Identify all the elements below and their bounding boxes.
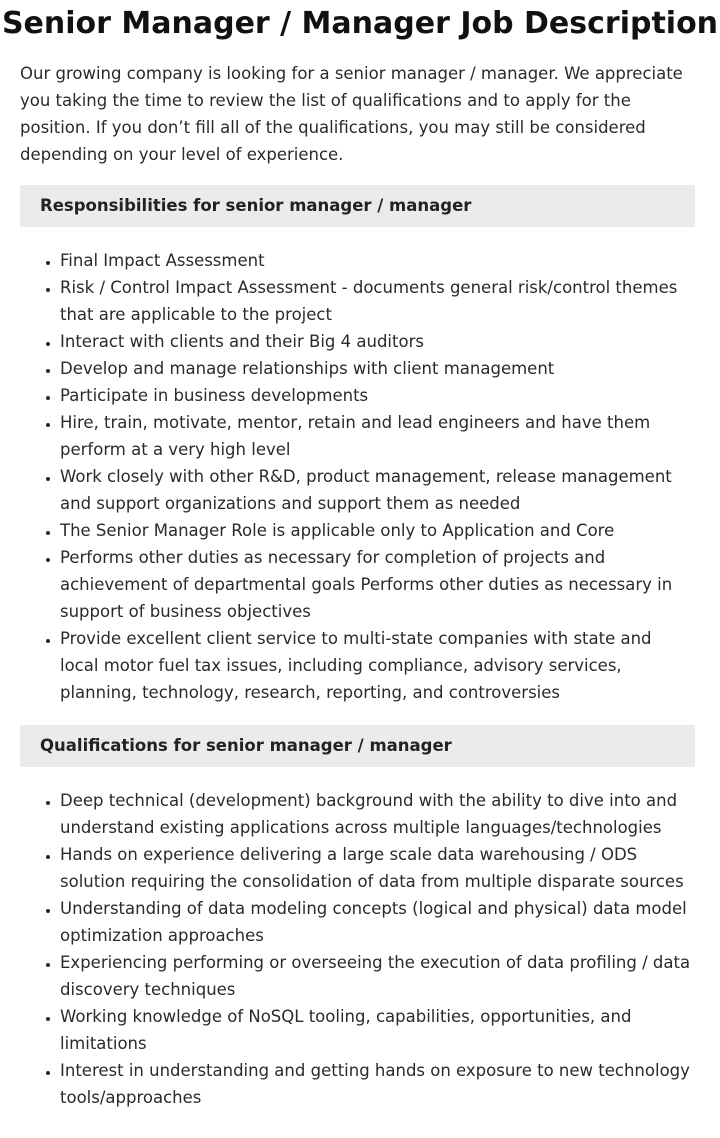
list-item: • Hands on experience delivering a large scale data warehousing / ODS solution requiring the consolidation of data from multiple disparate sources xyxy=(60,841,695,895)
list-item: • Deep technical (development) background with the ability to dive into and understand existing applications across multiple languages/technologies xyxy=(60,787,695,841)
list-item: • Develop and manage relationships with client management xyxy=(60,355,695,382)
list-item: • Final Impact Assessment xyxy=(60,247,695,274)
list-item: • Experiencing performing or overseeing the execution of data profiling / data discovery techniques xyxy=(60,949,695,1003)
intro-paragraph: Our growing company is looking for a senior manager / manager. We appreciate you taking the time to review the list of qualifications and to apply for the position. If you don’t fill all of the qualifications, you may still be considered depending on your level of experience. xyxy=(20,64,683,164)
list-item: • Work closely with other R&D, product management, release management and support organizations and support them as needed xyxy=(60,463,695,517)
list-item: • Performs other duties as necessary for completion of projects and achievement of departmental goals Performs other duties as necessary in support of business objectives xyxy=(60,544,695,625)
list-item: • Risk / Control Impact Assessment - documents general risk/control themes that are applicable to the project xyxy=(60,274,695,328)
list-item: • The Senior Manager Role is applicable only to Application and Core xyxy=(60,517,695,544)
list-item: • Interest in understanding and getting hands on exposure to new technology tools/approaches xyxy=(60,1057,695,1111)
list-item: • Understanding of data modeling concepts (logical and physical) data model optimization approaches xyxy=(60,895,695,949)
qualifications-list xyxy=(20,787,695,1111)
list-item: • Provide excellent client service to multi-state companies with state and local motor fuel tax issues, including compliance, advisory services, planning, technology, research, reporting, and controversies xyxy=(60,625,695,706)
list-item: • Interact with clients and their Big 4 auditors xyxy=(60,328,695,355)
responsibilities-heading: Responsibilities for senior manager / manager xyxy=(20,185,695,227)
list-item: • Hire, train, motivate, mentor, retain and lead engineers and have them perform at a very high level xyxy=(60,409,695,463)
page-title: Senior Manager / Manager Job Description xyxy=(1,6,719,41)
qualifications-heading: Qualifications for senior manager / manager xyxy=(20,725,695,767)
list-item: • Working knowledge of NoSQL tooling, capabilities, opportunities, and limitations xyxy=(60,1003,695,1057)
responsibilities-list xyxy=(20,247,695,706)
list-item: • Participate in business developments xyxy=(60,382,695,409)
